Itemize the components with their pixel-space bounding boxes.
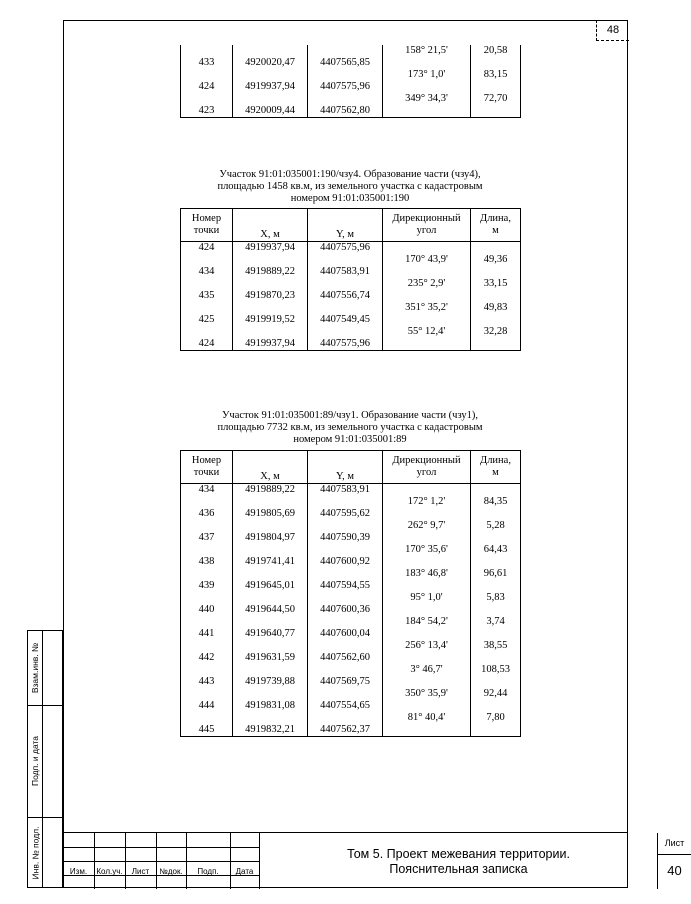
direction-angle: 351° 35,2' xyxy=(383,302,471,314)
direction-empty xyxy=(383,338,471,351)
point-empty xyxy=(181,712,233,724)
segment-length: 49,36 xyxy=(471,254,521,266)
x-empty xyxy=(233,640,308,652)
y-coordinate xyxy=(308,69,383,81)
segment-row xyxy=(181,688,521,700)
y-empty xyxy=(308,568,383,580)
segment-row xyxy=(181,254,521,266)
segment-row xyxy=(181,326,521,338)
x-coordinate: 4920020,47 xyxy=(233,57,308,69)
segment-row xyxy=(181,544,521,556)
point-row xyxy=(181,532,521,544)
point-row xyxy=(181,676,521,688)
point-number: 438 xyxy=(181,556,233,568)
x-coordinate xyxy=(233,93,308,105)
direction-empty xyxy=(383,532,471,544)
y-coordinate: 4407600,92 xyxy=(308,556,383,568)
x-empty xyxy=(233,496,308,508)
x-empty xyxy=(233,326,308,338)
point-empty xyxy=(181,544,233,556)
length-empty xyxy=(471,484,521,497)
segment-row xyxy=(181,93,521,105)
x-coordinate: 4919937,94 xyxy=(233,338,308,351)
x-empty xyxy=(233,544,308,556)
point-number: 445 xyxy=(181,724,233,737)
direction-empty xyxy=(383,266,471,278)
point-empty xyxy=(181,302,233,314)
x-coordinate: 4919937,94 xyxy=(233,81,308,93)
segment-length xyxy=(471,57,521,69)
direction-empty xyxy=(383,628,471,640)
header-y: Y, м xyxy=(308,451,383,484)
point-number: 442 xyxy=(181,652,233,664)
y-coordinate: 4407575,96 xyxy=(308,242,383,255)
x-coordinate: 4919645,01 xyxy=(233,580,308,592)
header-point: Номер точки xyxy=(181,451,233,484)
x-coordinate: 4919889,22 xyxy=(233,484,308,497)
y-coordinate: 4407600,36 xyxy=(308,604,383,616)
length-empty xyxy=(471,290,521,302)
y-empty xyxy=(308,302,383,314)
point-number: 436 xyxy=(181,508,233,520)
point-row xyxy=(181,700,521,712)
y-coordinate xyxy=(308,93,383,105)
header-length: Длина, м xyxy=(471,451,521,484)
column-header-1: Кол.уч. xyxy=(96,867,123,876)
coords-table-1 xyxy=(180,45,521,118)
point-row xyxy=(181,580,521,592)
x-coordinate xyxy=(233,45,308,57)
point-number: 439 xyxy=(181,580,233,592)
y-coordinate: 4407583,91 xyxy=(308,484,383,497)
point-number: 424 xyxy=(181,81,233,93)
x-coordinate: 4919805,69 xyxy=(233,508,308,520)
point-empty xyxy=(181,640,233,652)
direction-angle: 184° 54,2' xyxy=(383,616,471,628)
point-number: 434 xyxy=(181,266,233,278)
coords-table-2 xyxy=(180,208,521,351)
x-coordinate: 4919804,97 xyxy=(233,532,308,544)
sheet-number: 40 xyxy=(667,863,682,878)
y-coordinate: 4407583,91 xyxy=(308,266,383,278)
segment-row xyxy=(181,45,521,57)
x-coordinate: 4919889,22 xyxy=(233,266,308,278)
point-number: 424 xyxy=(181,242,233,255)
segment-length: 7,80 xyxy=(471,712,521,724)
y-empty xyxy=(308,712,383,724)
y-empty xyxy=(308,640,383,652)
column-header-0: Изм. xyxy=(69,867,88,876)
direction-empty xyxy=(383,700,471,712)
x-coordinate: 4920009,44 xyxy=(233,105,308,118)
column-header-3: №док. xyxy=(159,867,183,876)
direction-empty xyxy=(383,676,471,688)
x-empty xyxy=(233,616,308,628)
point-row xyxy=(181,314,521,326)
header-x: X, м xyxy=(233,451,308,484)
length-empty xyxy=(471,532,521,544)
y-coordinate: 4407594,55 xyxy=(308,580,383,592)
direction-angle xyxy=(383,81,471,93)
point-empty xyxy=(181,616,233,628)
x-empty xyxy=(233,278,308,290)
point-number: 433 xyxy=(181,57,233,69)
y-empty xyxy=(308,254,383,266)
point-row xyxy=(181,290,521,302)
y-coordinate: 4407562,80 xyxy=(308,105,383,118)
direction-angle: 350° 35,9' xyxy=(383,688,471,700)
x-coordinate xyxy=(233,69,308,81)
side-stamp xyxy=(27,630,63,888)
segment-length: 64,43 xyxy=(471,544,521,556)
x-coordinate: 4919739,88 xyxy=(233,676,308,688)
y-empty xyxy=(308,592,383,604)
point-empty xyxy=(181,278,233,290)
direction-angle: 158° 21,5' xyxy=(383,45,471,57)
length-empty xyxy=(471,580,521,592)
direction-angle: 55° 12,4' xyxy=(383,326,471,338)
point-number: 444 xyxy=(181,700,233,712)
point-empty xyxy=(181,254,233,266)
point-empty xyxy=(181,568,233,580)
segment-length: 96,61 xyxy=(471,568,521,580)
x-coordinate: 4919831,08 xyxy=(233,700,308,712)
length-empty xyxy=(471,556,521,568)
point-row xyxy=(181,57,521,69)
segment-row xyxy=(181,69,521,81)
point-number xyxy=(181,45,233,57)
y-empty xyxy=(308,616,383,628)
segment-row xyxy=(181,568,521,580)
y-coordinate: 4407565,85 xyxy=(308,57,383,69)
direction-angle: 256° 13,4' xyxy=(383,640,471,652)
direction-angle: 95° 1,0' xyxy=(383,592,471,604)
sheet-box xyxy=(657,833,691,889)
y-empty xyxy=(308,326,383,338)
segment-length: 5,83 xyxy=(471,592,521,604)
y-coordinate: 4407600,04 xyxy=(308,628,383,640)
point-row xyxy=(181,338,521,351)
y-coordinate: 4407575,96 xyxy=(308,338,383,351)
x-coordinate: 4919741,41 xyxy=(233,556,308,568)
direction-angle: 170° 43,9' xyxy=(383,254,471,266)
direction-empty xyxy=(383,556,471,568)
x-coordinate: 4919640,77 xyxy=(233,628,308,640)
header-length: Длина, м xyxy=(471,209,521,242)
segment-length: 108,53 xyxy=(471,664,521,676)
inv-podl-label: Инв. № подл. xyxy=(30,826,41,880)
y-coordinate: 4407595,62 xyxy=(308,508,383,520)
direction-angle: 235° 2,9' xyxy=(383,278,471,290)
x-empty xyxy=(233,712,308,724)
length-empty xyxy=(471,724,521,737)
segment-row xyxy=(181,278,521,290)
header-y: Y, м xyxy=(308,209,383,242)
segment-length: 72,70 xyxy=(471,93,521,105)
x-coordinate: 4919832,21 xyxy=(233,724,308,737)
direction-angle: 262° 9,7' xyxy=(383,520,471,532)
direction-angle: 3° 46,7' xyxy=(383,664,471,676)
y-coordinate: 4407554,65 xyxy=(308,700,383,712)
direction-angle xyxy=(383,57,471,69)
column-header-4: Подп. xyxy=(197,867,219,876)
y-empty xyxy=(308,688,383,700)
y-coordinate: 4407569,75 xyxy=(308,676,383,688)
point-row xyxy=(181,604,521,616)
point-number: 424 xyxy=(181,338,233,351)
x-coordinate: 4919870,23 xyxy=(233,290,308,302)
point-empty xyxy=(181,326,233,338)
segment-length: 38,55 xyxy=(471,640,521,652)
length-empty xyxy=(471,314,521,326)
inv-vzam-label: Взам.инв. № xyxy=(30,642,41,694)
point-row xyxy=(181,266,521,278)
direction-angle: 183° 46,8' xyxy=(383,568,471,580)
segment-length: 49,83 xyxy=(471,302,521,314)
direction-angle: 172° 1,2' xyxy=(383,496,471,508)
x-empty xyxy=(233,568,308,580)
coords-table-3 xyxy=(180,450,521,737)
podp-data-label: Подп. и дата xyxy=(30,735,41,787)
y-empty xyxy=(308,278,383,290)
direction-empty xyxy=(383,604,471,616)
length-empty xyxy=(471,242,521,255)
x-coordinate: 4919919,52 xyxy=(233,314,308,326)
point-empty xyxy=(181,520,233,532)
column-header-2: Лист xyxy=(131,867,150,876)
point-row xyxy=(181,556,521,568)
direction-angle: 81° 40,4' xyxy=(383,712,471,724)
segment-row xyxy=(181,520,521,532)
x-empty xyxy=(233,688,308,700)
point-number: 443 xyxy=(181,676,233,688)
x-coordinate: 4919937,94 xyxy=(233,242,308,255)
segment-row xyxy=(181,616,521,628)
header-direction: Дирекционный угол xyxy=(383,209,471,242)
segment-length: 83,15 xyxy=(471,69,521,81)
column-header-5: Дата xyxy=(235,867,254,876)
direction-angle: 173° 1,0' xyxy=(383,69,471,81)
point-empty xyxy=(181,496,233,508)
header-direction: Дирекционный угол xyxy=(383,451,471,484)
segment-row xyxy=(181,640,521,652)
x-empty xyxy=(233,302,308,314)
direction-empty xyxy=(383,290,471,302)
point-row xyxy=(181,724,521,737)
x-coordinate: 4919631,59 xyxy=(233,652,308,664)
length-empty xyxy=(471,652,521,664)
segment-length: 32,28 xyxy=(471,326,521,338)
direction-empty xyxy=(383,484,471,497)
point-number: 434 xyxy=(181,484,233,497)
caption-chzu1: Участок 91:01:035001:89/чзу1. Образование части (чзу1), площадью 7732 кв.м, из земельного участка с кадастровым номером 91:01:035001:89 xyxy=(217,410,483,445)
sheet-label: Лист xyxy=(658,833,691,855)
segment-row xyxy=(181,712,521,724)
y-empty xyxy=(308,664,383,676)
segment-row xyxy=(181,592,521,604)
y-coordinate: 4407556,74 xyxy=(308,290,383,302)
x-coordinate: 4919644,50 xyxy=(233,604,308,616)
segment-length: 92,44 xyxy=(471,688,521,700)
length-empty xyxy=(471,676,521,688)
caption-chzu4: Участок 91:01:035001:190/чзу4. Образование части (чзу4), площадью 1458 кв.м, из земельного участка с кадастровым номером 91:01:035001:190 xyxy=(217,169,483,204)
direction-empty xyxy=(383,314,471,326)
point-empty xyxy=(181,688,233,700)
length-empty xyxy=(471,604,521,616)
point-number xyxy=(181,69,233,81)
length-empty xyxy=(471,508,521,520)
segment-length: 5,28 xyxy=(471,520,521,532)
x-empty xyxy=(233,254,308,266)
y-coordinate: 4407590,39 xyxy=(308,532,383,544)
title-block xyxy=(63,832,685,888)
direction-empty xyxy=(383,242,471,255)
segment-length: 3,74 xyxy=(471,616,521,628)
header-x: X, м xyxy=(233,209,308,242)
length-empty xyxy=(471,266,521,278)
point-number: 435 xyxy=(181,290,233,302)
y-coordinate xyxy=(308,45,383,57)
length-empty xyxy=(471,628,521,640)
length-empty xyxy=(471,700,521,712)
point-empty xyxy=(181,664,233,676)
point-row xyxy=(181,81,521,93)
segment-row xyxy=(181,302,521,314)
point-number xyxy=(181,93,233,105)
segment-row xyxy=(181,496,521,508)
point-row xyxy=(181,484,521,497)
segment-row xyxy=(181,664,521,676)
point-row xyxy=(181,105,521,118)
direction-angle xyxy=(383,105,471,118)
direction-empty xyxy=(383,652,471,664)
y-coordinate: 4407562,60 xyxy=(308,652,383,664)
y-empty xyxy=(308,544,383,556)
segment-length xyxy=(471,81,521,93)
x-empty xyxy=(233,520,308,532)
segment-length xyxy=(471,105,521,118)
direction-angle: 170° 35,6' xyxy=(383,544,471,556)
document-title: Том 5. Проект межевания территории. Пояснительная записка xyxy=(259,833,657,889)
y-coordinate: 4407549,45 xyxy=(308,314,383,326)
segment-length: 20,58 xyxy=(471,45,521,57)
point-empty xyxy=(181,592,233,604)
segment-length: 84,35 xyxy=(471,496,521,508)
y-empty xyxy=(308,520,383,532)
direction-empty xyxy=(383,508,471,520)
x-empty xyxy=(233,592,308,604)
direction-angle: 349° 34,3' xyxy=(383,93,471,105)
page-number-corner: 48 xyxy=(596,20,629,41)
y-empty xyxy=(308,496,383,508)
x-empty xyxy=(233,664,308,676)
point-number: 440 xyxy=(181,604,233,616)
point-row xyxy=(181,652,521,664)
point-row xyxy=(181,242,521,255)
y-coordinate: 4407575,96 xyxy=(308,81,383,93)
segment-length: 33,15 xyxy=(471,278,521,290)
direction-empty xyxy=(383,724,471,737)
point-number: 423 xyxy=(181,105,233,118)
point-number: 437 xyxy=(181,532,233,544)
point-row xyxy=(181,508,521,520)
header-point: Номер точки xyxy=(181,209,233,242)
point-row xyxy=(181,628,521,640)
direction-empty xyxy=(383,580,471,592)
point-number: 425 xyxy=(181,314,233,326)
point-number: 441 xyxy=(181,628,233,640)
length-empty xyxy=(471,338,521,351)
y-coordinate: 4407562,37 xyxy=(308,724,383,737)
